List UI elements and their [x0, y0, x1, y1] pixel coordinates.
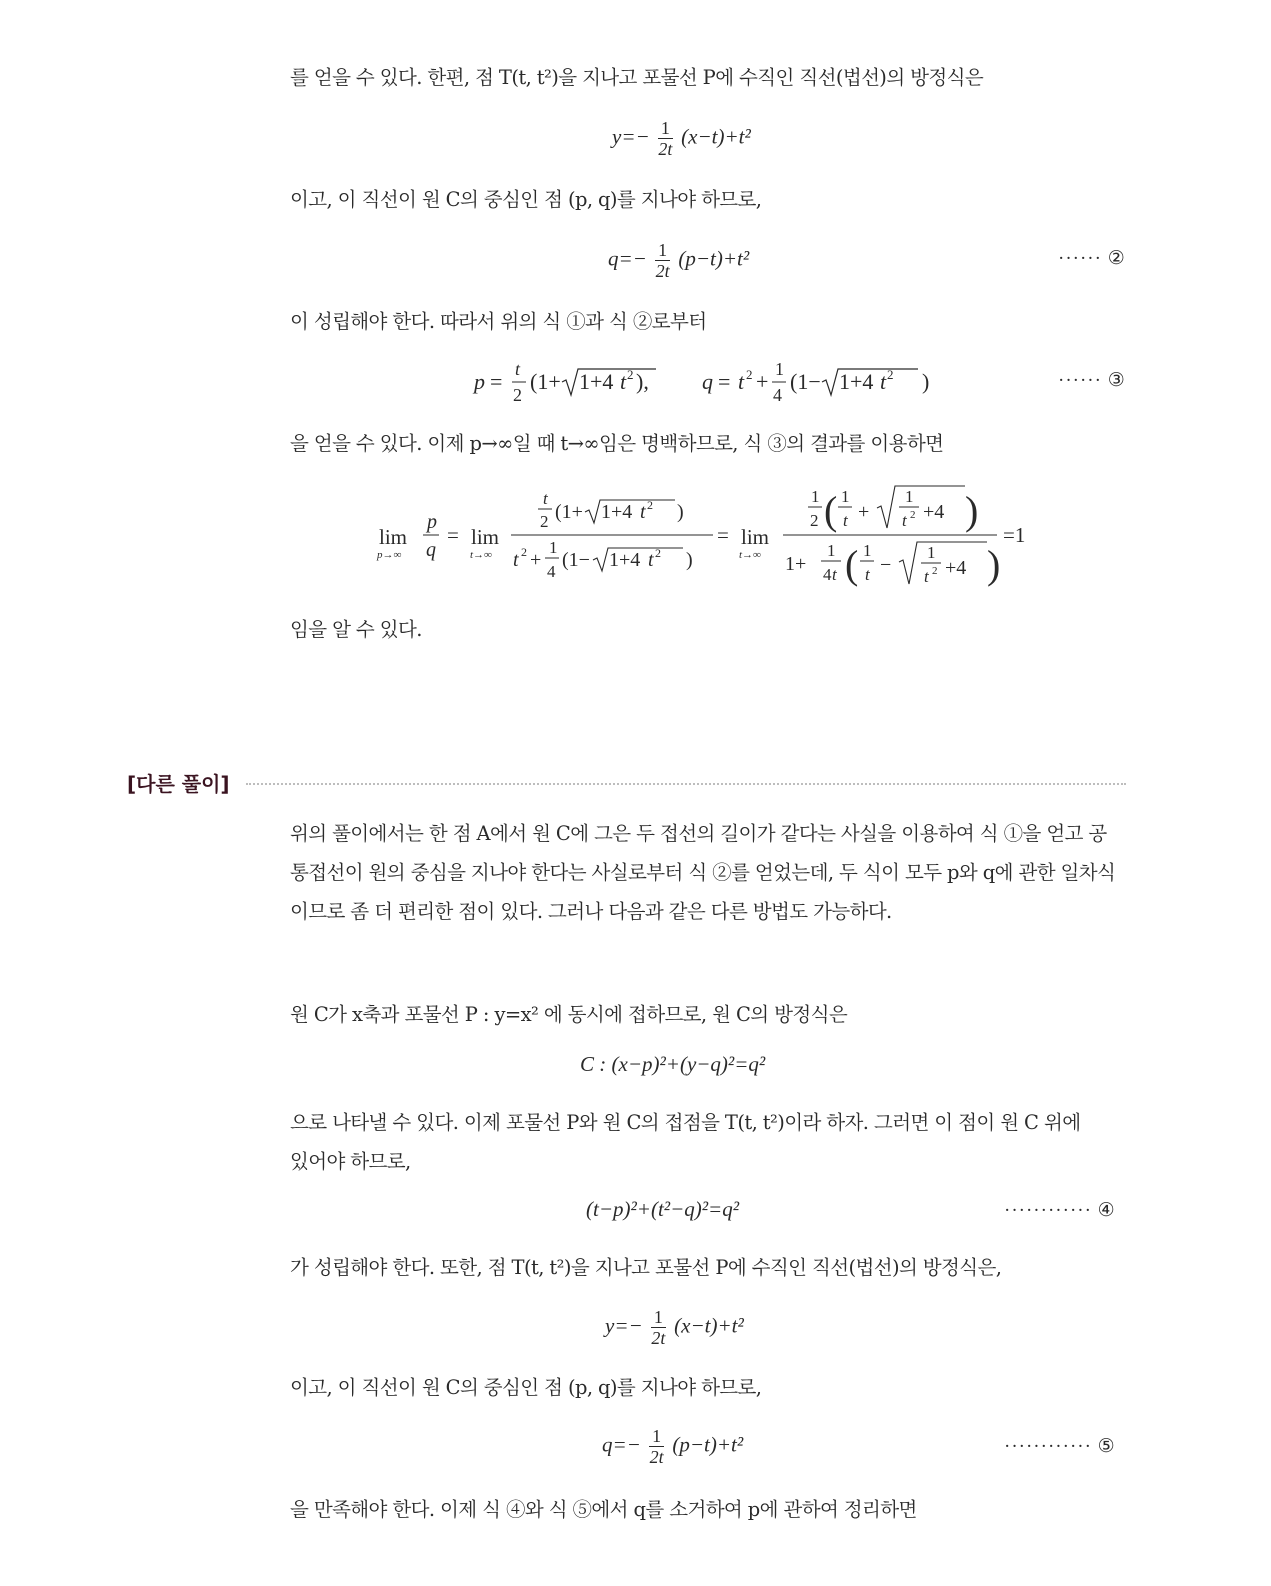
svg-text:): )	[965, 488, 979, 533]
text-line: 으로 나타낼 수 있다. 이제 포물선 P와 원 C의 접점을 T(t, t²)이라 하자. 그러면 이 점이 원 C 위에	[290, 1111, 1081, 1134]
svg-text:1: 1	[775, 359, 784, 379]
svg-text:1+4: 1+4	[601, 501, 633, 523]
svg-text:1: 1	[549, 538, 558, 557]
svg-text:t: t	[515, 359, 521, 379]
svg-text:2: 2	[887, 367, 894, 382]
eq-right: (p−t)+t²	[672, 1432, 744, 1457]
svg-text:q: q	[426, 539, 436, 561]
svg-text:+: +	[756, 369, 769, 394]
svg-text:t: t	[648, 549, 654, 571]
equation-4: (t−p)²+(t²−q)²=q²	[586, 1197, 740, 1221]
fraction-numerator: 1	[655, 240, 670, 261]
fraction	[649, 1426, 664, 1467]
text-line: 통접선이 원의 중심을 지나야 한다는 사실로부터 식 ②를 얻었는데, 두 식이 모두 p와 q에 관한 일차식	[290, 861, 1116, 884]
svg-text:1: 1	[811, 487, 820, 506]
eq-left: y=−	[605, 1313, 643, 1338]
svg-text:1: 1	[905, 487, 914, 506]
svg-text:): )	[922, 369, 930, 394]
svg-text:q: q	[702, 369, 713, 394]
fraction-numerator: 1	[649, 1426, 664, 1447]
equation-circle: C : (x−p)²+(y−q)²=q²	[580, 1052, 766, 1076]
svg-text:4: 4	[823, 565, 832, 584]
svg-text:+4: +4	[945, 557, 967, 579]
fraction-numerator: 1	[658, 118, 673, 139]
svg-text:p: p	[474, 369, 485, 394]
fraction-denominator: 2t	[658, 139, 673, 159]
text-line: 가 성립해야 한다. 또한, 점 T(t, t²)을 지나고 포물선 P에 수직인 직선(법선)의 방정식은,	[290, 1256, 1002, 1279]
svg-text:(: (	[845, 542, 859, 587]
svg-text:1: 1	[841, 487, 850, 506]
fraction	[658, 118, 673, 159]
svg-text:(1−: (1−	[562, 549, 590, 571]
svg-text:t: t	[640, 501, 646, 523]
equation-tag-2: ······ ②	[1058, 248, 1126, 269]
text-line: 이 성립해야 한다. 따라서 위의 식 ①과 식 ②로부터	[290, 310, 707, 333]
fraction	[655, 240, 670, 281]
svg-text:t→∞: t→∞	[739, 549, 761, 561]
equation-tag-5: ············ ⑤	[1004, 1436, 1116, 1457]
svg-text:1+: 1+	[785, 553, 807, 575]
svg-text:2: 2	[910, 509, 916, 521]
equation-3	[470, 355, 970, 415]
svg-text:t: t	[902, 511, 907, 530]
svg-text:(1+: (1+	[530, 369, 561, 394]
svg-text:4: 4	[547, 562, 556, 581]
fraction-numerator: 1	[651, 1307, 666, 1328]
eq-left: y=−	[612, 124, 650, 149]
svg-text:+: +	[530, 549, 542, 571]
svg-text:2: 2	[521, 545, 527, 559]
limit-equation	[375, 478, 1075, 598]
section-divider	[246, 783, 1126, 785]
svg-text:t: t	[865, 565, 870, 584]
svg-text:): )	[677, 501, 684, 523]
eq-right: (x−t)+t²	[681, 124, 751, 149]
fraction-denominator: 2t	[649, 1447, 664, 1467]
fraction	[651, 1307, 666, 1348]
eq-right: (p−t)+t²	[678, 246, 750, 271]
svg-text:1: 1	[827, 541, 836, 560]
section-title: [다른 풀이]	[127, 772, 230, 796]
svg-text:+: +	[858, 501, 870, 523]
svg-text:t: t	[738, 369, 745, 394]
svg-text:): )	[987, 542, 1001, 587]
svg-text:p: p	[427, 511, 437, 533]
text-line: 위의 풀이에서는 한 점 A에서 원 C에 그은 두 접선의 길이가 같다는 사실을 이용하여 식 ①을 얻고 공	[290, 822, 1107, 845]
equation-tag-3: ······ ③	[1058, 370, 1126, 391]
svg-text:2: 2	[513, 385, 522, 405]
svg-text:2: 2	[540, 512, 549, 531]
text-line: 임을 알 수 있다.	[290, 618, 422, 641]
svg-text:1+4: 1+4	[579, 369, 614, 394]
svg-text:(1+: (1+	[555, 501, 583, 523]
svg-text:2: 2	[627, 367, 634, 382]
svg-text:+4: +4	[923, 501, 945, 523]
svg-text:2: 2	[647, 498, 653, 512]
svg-text:4: 4	[773, 385, 782, 405]
svg-text:t: t	[880, 369, 887, 394]
svg-text:−: −	[880, 554, 892, 576]
equation-2	[608, 240, 749, 281]
svg-text:t: t	[924, 567, 929, 586]
svg-text:=1: =1	[1003, 523, 1026, 547]
svg-text:t: t	[543, 489, 548, 508]
svg-text:=: =	[718, 369, 731, 394]
eq-left: q=−	[602, 1432, 641, 1457]
svg-text:2: 2	[932, 565, 938, 577]
svg-text:(1−: (1−	[790, 369, 821, 394]
svg-text:),: ),	[636, 369, 649, 394]
svg-text:p→∞: p→∞	[377, 549, 402, 561]
svg-text:1+4: 1+4	[839, 369, 874, 394]
svg-text:(: (	[824, 488, 838, 533]
fraction-denominator: 2t	[655, 261, 670, 281]
svg-text:lim: lim	[741, 525, 770, 549]
equation-5	[602, 1426, 743, 1467]
text-line: 있어야 하므로,	[290, 1150, 411, 1173]
svg-text:1: 1	[863, 541, 872, 560]
text-line: 이고, 이 직선이 원 C의 중심인 점 (p, q)를 지나야 하므로,	[290, 1376, 762, 1399]
text-line: 이므로 좀 더 편리한 점이 있다. 그러나 다음과 같은 다른 방법도 가능하다.	[290, 900, 892, 923]
svg-text:lim: lim	[379, 525, 408, 549]
text-line: 을 만족해야 한다. 이제 식 ④와 식 ⑤에서 q를 소거하여 p에 관하여 정리하면	[290, 1498, 917, 1521]
svg-text:=: =	[490, 369, 503, 394]
svg-text:2: 2	[810, 511, 819, 530]
svg-text:t: t	[620, 369, 627, 394]
equation-normal-line	[612, 118, 751, 159]
svg-text:=: =	[447, 523, 459, 547]
text-line: 를 얻을 수 있다. 한편, 점 T(t, t²)을 지나고 포물선 P에 수직인 직선(법선)의 방정식은	[290, 66, 984, 89]
svg-text:1: 1	[927, 543, 936, 562]
svg-text:t→∞: t→∞	[470, 549, 492, 561]
eq-right: (x−t)+t²	[674, 1313, 744, 1338]
equation-normal-line-2	[605, 1307, 744, 1348]
svg-text:=: =	[717, 523, 729, 547]
svg-text:): )	[686, 549, 693, 571]
text-line: 이고, 이 직선이 원 C의 중심인 점 (p, q)를 지나야 하므로,	[290, 188, 762, 211]
text-line: 을 얻을 수 있다. 이제 p→∞일 때 t→∞임은 명백하므로, 식 ③의 결과를 이용하면	[290, 432, 944, 455]
equation-tag-4: ············ ④	[1004, 1200, 1116, 1221]
svg-text:lim: lim	[471, 525, 500, 549]
svg-text:t: t	[843, 511, 848, 530]
svg-text:t: t	[832, 565, 837, 584]
svg-text:2: 2	[746, 367, 753, 382]
svg-text:1+4: 1+4	[609, 549, 641, 571]
fraction-denominator: 2t	[651, 1328, 666, 1348]
svg-text:2: 2	[655, 546, 661, 560]
svg-text:t: t	[513, 549, 519, 571]
eq-left: q=−	[608, 246, 647, 271]
text-line: 원 C가 x축과 포물선 P : y=x² 에 동시에 접하므로, 원 C의 방정식은	[290, 1003, 848, 1026]
